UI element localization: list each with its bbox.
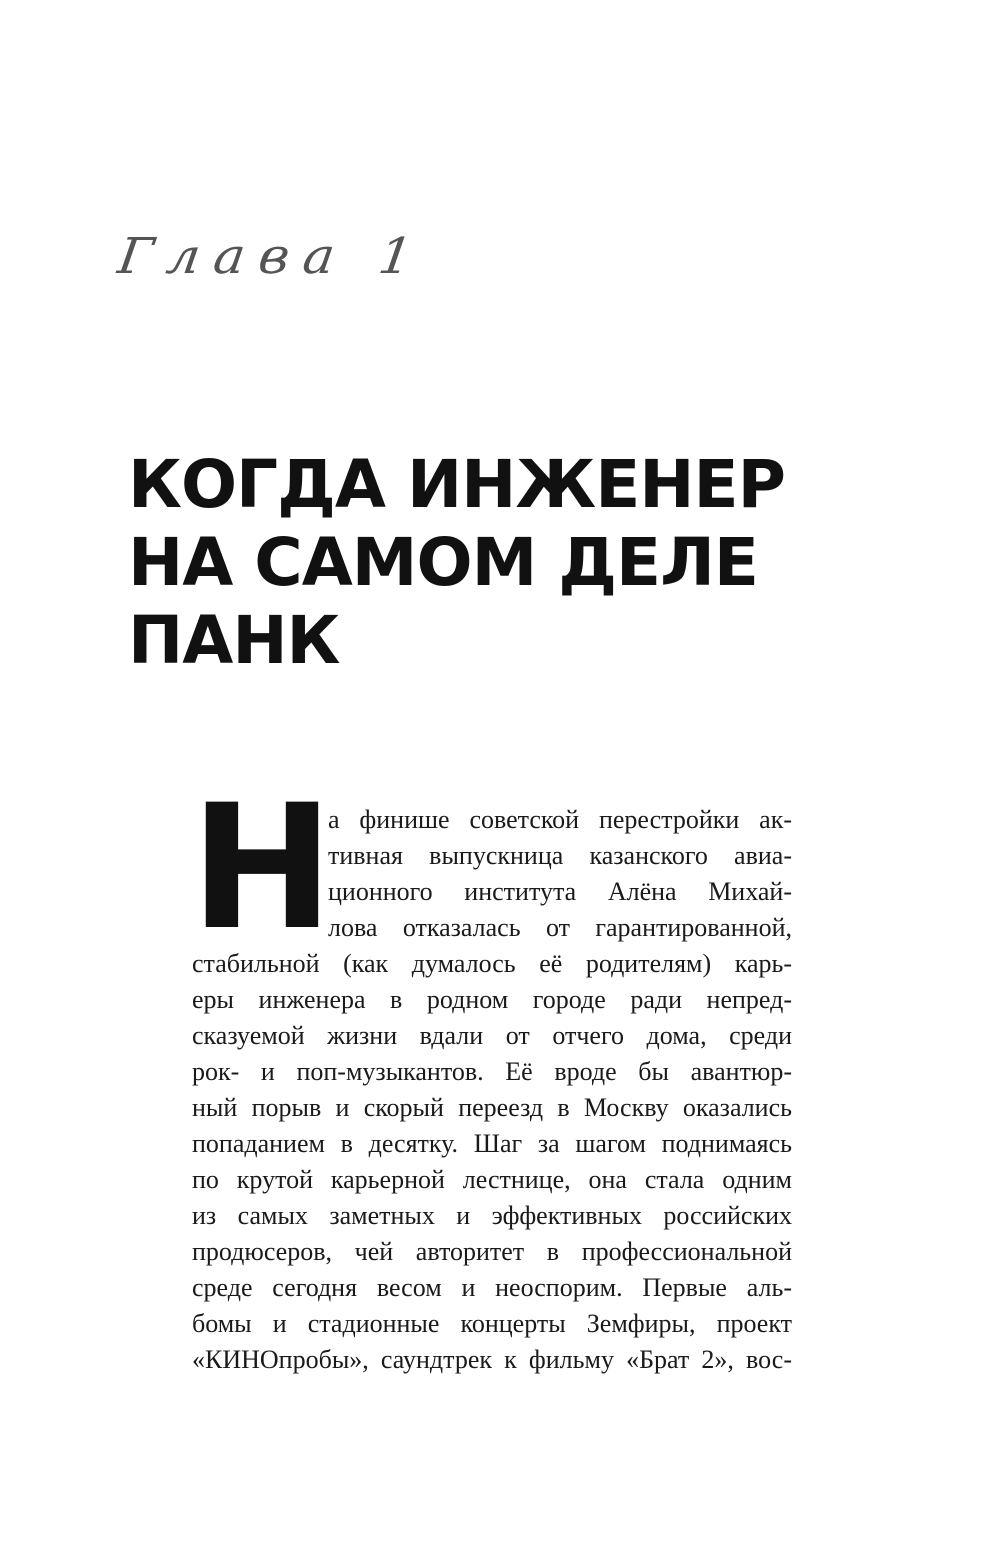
chapter-title-line: КОГДА ИНЖЕНЕР: [128, 446, 785, 523]
body-line: «КИНОпробы», саундтрек к фильму «Брат 2», вос-: [192, 1345, 792, 1374]
body-line: рок- и поп-музыкантов. Её вроде бы авантюр-: [192, 1057, 792, 1086]
chapter-title: [128, 446, 828, 680]
body-line: бомы и стадионные концерты Земфиры, проект: [192, 1309, 792, 1338]
body-line: сказуемой жизни вдали от отчего дома, среди: [192, 1021, 792, 1050]
body-line: лова отказалась от гарантированной,: [328, 913, 792, 942]
chapter-title-line: НА САМОМ ДЕЛЕ: [128, 524, 759, 601]
body-line: среде сегодня весом и неоспорим. Первые аль-: [192, 1273, 792, 1302]
body-line: ционного института Алёна Михай-: [328, 877, 792, 906]
body-line: попаданием в десятку. Шаг за шагом поднимаясь: [192, 1129, 792, 1158]
chapter-label: Глава 1: [114, 228, 430, 286]
chapter-title-line: ПАНК: [128, 602, 340, 679]
body-line: из самых заметных и эффективных российских: [192, 1201, 792, 1230]
body-line: еры инженера в родном городе ради непред-: [192, 985, 792, 1014]
body-line: тивная выпускница казанского авиа-: [328, 841, 792, 870]
drop-cap: Н: [190, 767, 334, 968]
body-line: ный порыв и скорый переезд в Москву оказались: [192, 1093, 792, 1122]
body-line: продюсеров, чей авторитет в профессиональной: [192, 1237, 792, 1266]
body-line: по крутой карьерной лестнице, она стала одним: [192, 1165, 792, 1194]
body-line: стабильной (как думалось её родителям) карь-: [192, 949, 792, 978]
body-line: а финише советской перестройки ак-: [328, 805, 792, 834]
